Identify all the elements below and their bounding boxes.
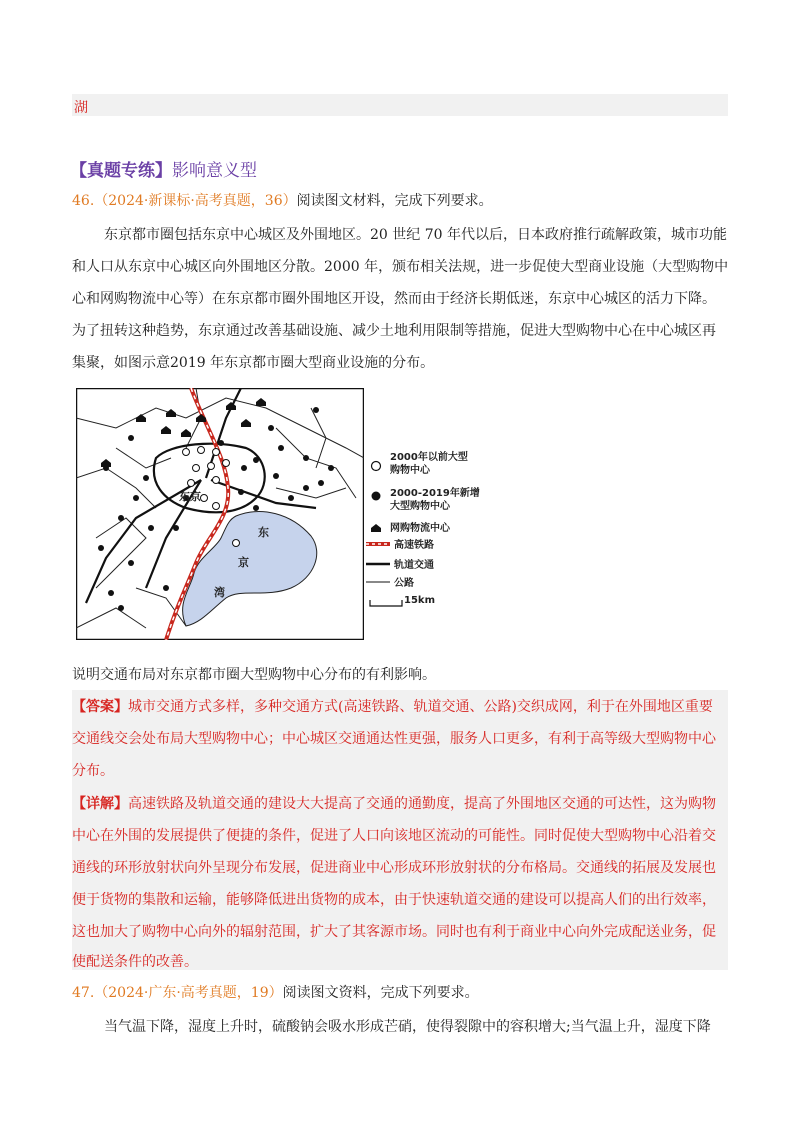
legend-rail: 轨道交通 <box>394 560 434 571</box>
answer-line-2: 交通线交会处布局大型购物中心；中心城区交通通达性更强，服务人口更多，有利于高等级大型购物中心 <box>72 731 716 747</box>
detail-line-2: 中心在外围的发展提供了便捷的条件，促进了人口向该地区流动的可能性。同时促使大型购物中心沿着交 <box>72 828 716 844</box>
q46-para-line: 东京都市圈包括东京中心城区及外围地区。20 世纪 70 年代以后，日本政府推行疏解政策，城市功能 <box>104 227 727 243</box>
answer-line-1 <box>72 696 713 716</box>
detail-line-4: 便于货物的集散和运输，能够降低进出货物的成本，由于快速轨道交通的建设可以提高人们的出行效率， <box>72 892 716 908</box>
legend-new-b: 大型购物中心 <box>390 501 450 512</box>
answer-continuation-block <box>72 94 728 116</box>
legend-logistics: 网购物流中心 <box>390 523 450 534</box>
q47-instruction: 阅读图文资料，完成下列要求。 <box>282 985 479 1001</box>
q46-para-line: 集聚，如图示意2019 年东京都市圈大型商业设施的分布。 <box>72 355 435 371</box>
answer-line-3: 分布。 <box>72 763 114 779</box>
legend-pre2000-a: 2000年以前大型 <box>390 452 468 463</box>
q47-number: 47. <box>72 985 95 1001</box>
legend-pre2000-b: 购物中心 <box>390 465 430 476</box>
bay-label-1: 东 <box>258 526 269 539</box>
detail-line-6: 使配送条件的改善。 <box>72 954 198 970</box>
detail-line-5: 这也加大了购物中心向外的辐射范围，扩大了其客源市场。同时也有利于商业中心向外完成配送业务，促 <box>72 924 716 940</box>
q46-question: 说明交通布局对东京都市圈大型购物中心分布的有利影响。 <box>72 667 436 683</box>
section-heading <box>70 156 257 181</box>
heading-title: 真题专练 <box>87 161 155 181</box>
heading-bracket-open: 【 <box>70 161 87 181</box>
answer-text: 城市交通方式多样，多种交通方式(高速铁路、轨道交通、公路)交织成网，利于在外围地区重要 <box>128 699 713 715</box>
legend-logistics-icon <box>371 524 381 532</box>
q47-source: （2024·广东·高考真题，19） <box>94 985 283 1001</box>
legend-scale-bar <box>370 600 402 606</box>
detail-line-1 <box>72 793 716 813</box>
detail-line-3: 通线的环形放射状向外呈现分布发展，促进商业中心形成环形放射状的分布格局。交通线的拓展及发展也 <box>72 860 716 876</box>
q46-header <box>72 190 493 210</box>
tokyo-metro-map <box>76 388 364 640</box>
q46-para-line: 心和网购物流中心等）在东京都市圈外围地区开设，然而由于经济长期低迷，东京中心城区的活力下降。 <box>72 291 716 307</box>
bay-label-2: 京 <box>238 556 249 569</box>
q47-header <box>72 982 479 1002</box>
legend-hsr: 高速铁路 <box>394 540 434 551</box>
bay-label-3: 湾 <box>214 586 225 599</box>
map-legend <box>366 450 496 610</box>
continuation-text: 湖 <box>74 100 88 116</box>
q46-instruction: 阅读图文材料，完成下列要求。 <box>296 193 493 209</box>
q46-para-line: 为了扭转这种趋势，东京通过改善基础设施、减少土地利用限制等措施，促进大型购物中心在中心城区再 <box>72 323 716 339</box>
tokyo-label: 东京 <box>179 490 201 503</box>
q46-number: 46. <box>72 193 95 209</box>
heading-subtitle: 影响意义型 <box>172 161 257 181</box>
legend-scale: 15km <box>404 595 435 606</box>
legend-new-symbol <box>372 492 381 501</box>
legend-road: 公路 <box>394 578 414 589</box>
q47-para-line: 当气温下降，湿度上升时，硫酸钠会吸水形成芒硝，使得裂隙中的容积增大;当气温上升，湿度下降 <box>104 1019 711 1035</box>
legend-new-a: 2000-2019年新增 <box>390 488 480 499</box>
detail-text: 高速铁路及轨道交通的建设大大提高了交通的通勤度，提高了外围地区交通的可达性，这为购物 <box>128 796 716 812</box>
heading-bracket-close: 】 <box>155 161 172 181</box>
legend-pre2000-symbol <box>372 462 381 471</box>
detail-tag: 【详解】 <box>72 796 128 812</box>
answer-tag: 【答案】 <box>72 699 128 715</box>
q46-source: （2024·新课标·高考真题，36） <box>94 193 297 209</box>
q46-para-line: 和人口从东京中心城区向外围地区分散。2000 年，颁布相关法规，进一步促使大型商业设施（大型购物中 <box>72 259 729 275</box>
